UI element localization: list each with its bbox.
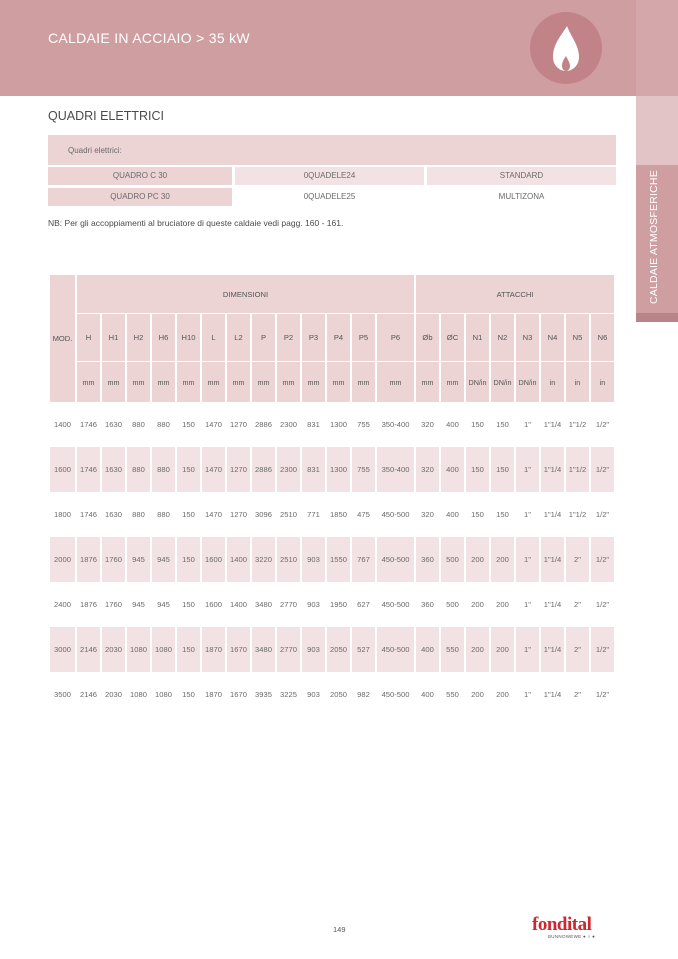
table-cell: 200 (496, 690, 509, 699)
column-header: P6 (377, 313, 414, 361)
model-cell: 1400 (54, 420, 71, 429)
table-cell: 1"1/2 (566, 447, 589, 492)
table-cell: 1"1/4 (543, 510, 562, 519)
unit-header: mm (377, 361, 414, 402)
table-cell: 450-500 (381, 510, 410, 519)
table-cell: 2030 (102, 627, 125, 672)
table-cell: 945 (132, 600, 145, 609)
flame-icon (530, 12, 602, 84)
column-header: P5 (352, 313, 375, 361)
table-cell: 320 (421, 510, 434, 519)
column-header: H6 (152, 313, 175, 361)
table-cell: 627 (357, 600, 370, 609)
table-row (50, 492, 614, 537)
table-cell: 1270 (227, 447, 250, 492)
table-cell: 1" (524, 510, 531, 519)
table-cell: 2886 (252, 447, 275, 492)
table-cell: 3480 (252, 627, 275, 672)
table-cell: 1/2" (595, 600, 610, 609)
table-cell: 1746 (77, 447, 100, 492)
table-cell: 1"1/4 (543, 690, 562, 699)
table-cell: 2886 (255, 420, 272, 429)
model-cell: 3000 (50, 627, 75, 672)
table-cell: 1950 (330, 600, 347, 609)
table-cell: 1" (516, 447, 539, 492)
column-header: N4 (541, 313, 564, 361)
table-cell: 3225 (280, 690, 297, 699)
table-cell: 550 (446, 690, 459, 699)
table-cell: 1850 (330, 510, 347, 519)
model-cell: 2000 (50, 537, 75, 582)
table-cell: 3220 (252, 537, 275, 582)
table-cell: 2050 (327, 627, 350, 672)
table-cell: 903 (302, 537, 325, 582)
table-cell: 150 (466, 447, 489, 492)
column-header: L2 (227, 313, 250, 361)
table-cell: 1630 (105, 510, 122, 519)
table-cell: 1470 (205, 510, 222, 519)
table-cell: 831 (302, 447, 325, 492)
table-cell: 1670 (230, 690, 247, 699)
table-cell: 880 (152, 447, 175, 492)
column-header: H2 (127, 313, 150, 361)
table-cell: 1" (524, 690, 531, 699)
column-header: Øb (416, 313, 439, 361)
unit-header: mm (102, 361, 125, 402)
quadri-label: Quadri elettrici: (68, 146, 122, 155)
unit-header: in (591, 361, 614, 402)
table-cell: 1080 (127, 627, 150, 672)
table-cell: 150 (182, 690, 195, 699)
table-cell: 500 (446, 600, 459, 609)
column-header: P (252, 313, 275, 361)
unit-header: DN/in (516, 361, 539, 402)
table-cell: 1/2" (595, 510, 610, 519)
table-cell: 1876 (80, 600, 97, 609)
table-cell: 2510 (277, 537, 300, 582)
table-cell: 1600 (202, 537, 225, 582)
table-cell: 400 (446, 510, 459, 519)
table-cell: 880 (132, 420, 145, 429)
page-number: 149 (333, 925, 346, 934)
table-cell: 200 (471, 600, 484, 609)
table-cell: 400 (446, 420, 459, 429)
model-cell: 3500 (54, 690, 71, 699)
table-cell: 1760 (105, 600, 122, 609)
model-cell: 2400 (54, 600, 71, 609)
unit-header: mm (177, 361, 200, 402)
table-cell: 2146 (77, 627, 100, 672)
unit-header: mm (302, 361, 325, 402)
table-cell: 1746 (80, 510, 97, 519)
table-cell: 880 (127, 447, 150, 492)
column-header: H1 (102, 313, 125, 361)
table-cell: 400 (421, 690, 434, 699)
side-band-top (636, 0, 678, 96)
column-header: N5 (566, 313, 589, 361)
table-cell: 2770 (280, 600, 297, 609)
table-cell: 1400 (230, 600, 247, 609)
unit-header: DN/in (491, 361, 514, 402)
table-cell: 1470 (205, 420, 222, 429)
table-cell: 320 (416, 447, 439, 492)
table-cell: 1" (524, 600, 531, 609)
table-cell: 150 (182, 510, 195, 519)
column-header: H (77, 313, 100, 361)
table-cell: 150 (496, 510, 509, 519)
table-cell: 360 (421, 600, 434, 609)
table-cell: 1470 (202, 447, 225, 492)
table-cell: 150 (177, 537, 200, 582)
table-cell: 450-500 (377, 627, 414, 672)
unit-header: in (541, 361, 564, 402)
table-row (50, 627, 614, 672)
table-cell: 150 (471, 420, 484, 429)
table-cell: 1746 (80, 420, 97, 429)
table-cell: 400 (441, 447, 464, 492)
logo-tagline: BUNNOWEWE ● ○ ● (548, 934, 596, 939)
table-cell: 200 (471, 690, 484, 699)
table-cell: 755 (352, 447, 375, 492)
table-cell: 150 (496, 420, 509, 429)
table-cell: 880 (157, 510, 170, 519)
unit-header: mm (127, 361, 150, 402)
table-cell: 150 (471, 510, 484, 519)
table-cell: 200 (466, 627, 489, 672)
table-cell: 1670 (227, 627, 250, 672)
table-cell: 771 (307, 510, 320, 519)
unit-header: mm (277, 361, 300, 402)
table-cell: 1/2" (591, 627, 614, 672)
table-cell: 1"1/4 (541, 627, 564, 672)
column-header: P2 (277, 313, 300, 361)
column-header: ØC (441, 313, 464, 361)
quadri-label-box (48, 135, 616, 165)
table-cell: 1/2" (591, 447, 614, 492)
specs-table (48, 275, 616, 717)
column-header: N2 (491, 313, 514, 361)
table-cell: 1270 (230, 420, 247, 429)
table-cell: 2050 (330, 690, 347, 699)
unit-header: mm (252, 361, 275, 402)
table-cell: 1/2" (591, 537, 614, 582)
table-cell: 450-500 (381, 690, 410, 699)
table-cell: 1" (516, 627, 539, 672)
unit-header: mm (327, 361, 350, 402)
table-cell: 1760 (102, 537, 125, 582)
column-header: P4 (327, 313, 350, 361)
table-cell: 903 (307, 690, 320, 699)
attacchi-header: ATTACCHI (416, 275, 614, 313)
unit-header: mm (77, 361, 100, 402)
side-tab-label: CALDAIE ATMOSFERICHE (648, 170, 660, 304)
table-cell: 500 (441, 537, 464, 582)
table-group-header-row (50, 275, 614, 313)
table-cell: 1876 (77, 537, 100, 582)
quadri-cell: QUADRO PC 30 (48, 188, 232, 206)
table-cell: 831 (307, 420, 320, 429)
table-cell: 450-500 (381, 600, 410, 609)
table-cell: 1"1/4 (541, 537, 564, 582)
column-header: H10 (177, 313, 200, 361)
table-row (50, 537, 614, 582)
table-cell: 150 (177, 447, 200, 492)
table-row (50, 402, 614, 447)
table-cell: 1"1/2 (568, 510, 587, 519)
table-cell: 945 (127, 537, 150, 582)
unit-header: mm (441, 361, 464, 402)
table-cell: 1080 (152, 627, 175, 672)
unit-header: mm (152, 361, 175, 402)
table-cell: 880 (132, 510, 145, 519)
column-header: L (202, 313, 225, 361)
table-cell: 450-500 (377, 537, 414, 582)
table-cell: 200 (491, 627, 514, 672)
table-cell: 350-400 (377, 447, 414, 492)
table-cell: 1870 (202, 627, 225, 672)
table-column-header-row (50, 313, 614, 361)
table-body (50, 402, 614, 717)
table-cell: 150 (177, 627, 200, 672)
table-cell: 200 (491, 537, 514, 582)
table-cell: 2" (574, 600, 581, 609)
table-cell: 150 (182, 420, 195, 429)
table-cell: 3480 (255, 600, 272, 609)
table-cell: 755 (357, 420, 370, 429)
table-cell: 1/2" (595, 420, 610, 429)
table-cell: 150 (491, 447, 514, 492)
table-cell: 2300 (280, 420, 297, 429)
table-cell: 3096 (255, 510, 272, 519)
table-cell: 1270 (230, 510, 247, 519)
model-cell: 1800 (54, 510, 71, 519)
table-cell: 150 (182, 600, 195, 609)
table-cell: 2" (566, 537, 589, 582)
quadri-cell: QUADRO C 30 (48, 167, 232, 185)
table-cell: 2770 (277, 627, 300, 672)
table-cell: 1"1/4 (541, 447, 564, 492)
table-cell: 1/2" (595, 690, 610, 699)
table-cell: 350-400 (381, 420, 410, 429)
table-cell: 945 (157, 600, 170, 609)
table-cell: 945 (152, 537, 175, 582)
table-cell: 1630 (105, 420, 122, 429)
table-cell: 360 (416, 537, 439, 582)
fondital-logo: fondital (532, 914, 592, 935)
model-cell: 1600 (50, 447, 75, 492)
table-cell: 1"1/4 (543, 600, 562, 609)
unit-header: mm (352, 361, 375, 402)
table-cell: 200 (466, 537, 489, 582)
column-header: N6 (591, 313, 614, 361)
column-header: N1 (466, 313, 489, 361)
table-cell: 1600 (205, 600, 222, 609)
table-row (50, 672, 614, 717)
dimensioni-header: DIMENSIONI (77, 275, 414, 313)
table-cell: 1400 (227, 537, 250, 582)
table-cell: 200 (496, 600, 509, 609)
table-cell: 1870 (205, 690, 222, 699)
quadri-cell: MULTIZONA (498, 192, 545, 201)
table-cell: 1"1/2 (568, 420, 587, 429)
page-title: CALDAIE IN ACCIAIO > 35 kW (48, 30, 250, 46)
table-cell: 1"1/4 (543, 420, 562, 429)
table-cell: 550 (441, 627, 464, 672)
table-cell: 3935 (255, 690, 272, 699)
quadri-cell: 0QUADELE25 (303, 192, 356, 201)
table-cell: 2146 (80, 690, 97, 699)
table-cell: 2510 (280, 510, 297, 519)
table-cell: 880 (157, 420, 170, 429)
side-tab-bottom (636, 313, 678, 322)
table-cell: 1300 (327, 447, 350, 492)
unit-header: DN/in (466, 361, 489, 402)
unit-header: in (566, 361, 589, 402)
column-header: P3 (302, 313, 325, 361)
table-cell: 2" (566, 627, 589, 672)
table-cell: 903 (302, 627, 325, 672)
table-cell: 400 (416, 627, 439, 672)
table-cell: 1630 (102, 447, 125, 492)
table-cell: 1550 (327, 537, 350, 582)
table-cell: 767 (352, 537, 375, 582)
table-cell: 2300 (277, 447, 300, 492)
unit-header: mm (227, 361, 250, 402)
table-cell: 527 (352, 627, 375, 672)
table-cell: 2030 (105, 690, 122, 699)
table-cell: 903 (307, 600, 320, 609)
table-row (50, 582, 614, 627)
unit-header: mm (416, 361, 439, 402)
table-cell: 1" (516, 537, 539, 582)
table-cell: 1080 (130, 690, 147, 699)
table-cell: 982 (357, 690, 370, 699)
section-title: QUADRI ELETTRICI (48, 109, 164, 123)
table-cell: 475 (357, 510, 370, 519)
quadri-cell: 0QUADELE24 (235, 167, 424, 185)
table-cell: 1300 (330, 420, 347, 429)
table-unit-row (50, 361, 614, 402)
table-cell: 1" (524, 420, 531, 429)
table-row (50, 447, 614, 492)
mod-header: MOD. (50, 275, 75, 402)
table-cell: 1080 (155, 690, 172, 699)
column-header: N3 (516, 313, 539, 361)
note: NB: Per gli accoppiamenti al bruciatore di queste caldaie vedi pagg. 160 - 161. (48, 218, 344, 228)
table-cell: 320 (421, 420, 434, 429)
unit-header: mm (202, 361, 225, 402)
quadri-cell: STANDARD (427, 167, 616, 185)
table-cell: 2" (574, 690, 581, 699)
